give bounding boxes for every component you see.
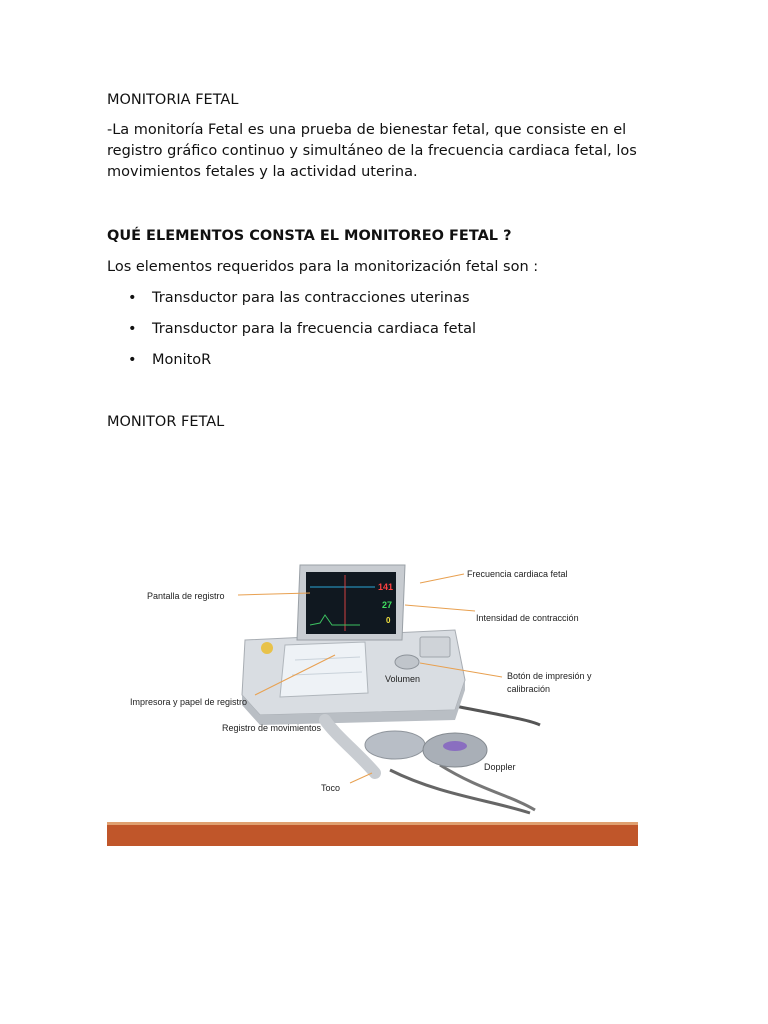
doppler-cap (443, 741, 467, 751)
toco-value: 27 (382, 600, 393, 610)
printer-paper (280, 642, 368, 697)
list-item-text: Transductor para la frecuencia cardiaca fetal (152, 321, 477, 337)
movement-transducer (365, 731, 425, 759)
volume-knob (395, 655, 419, 669)
label-boton-1: Botón de impresión y (507, 671, 592, 681)
list-item-text: MonitoR (152, 352, 212, 368)
label-intensidad: Intensidad de contracción (476, 613, 579, 623)
leader-line (420, 574, 464, 583)
label-impresora: Impresora y papel de registro (130, 697, 248, 707)
list-item-text: Transductor para las contracciones uterinas (152, 290, 470, 306)
keypad (420, 637, 450, 657)
extra-value: 0 (386, 616, 391, 625)
bullet-icon: • (128, 321, 137, 337)
label-doppler: Doppler (484, 762, 516, 772)
label-registro: Registro de movimientos (222, 723, 322, 733)
leader-line (350, 773, 372, 783)
cable (450, 705, 540, 725)
label-volumen: Volumen (385, 674, 421, 684)
fhr-value: 141 (378, 582, 394, 592)
monitor-section-title: MONITOR FETAL (107, 414, 225, 430)
list-intro: Los elementos requeridos para la monitorización fetal son : (107, 259, 539, 275)
leader-line (405, 605, 475, 611)
section-heading: QUÉ ELEMENTOS CONSTA EL MONITOREO FETAL ? (107, 228, 512, 244)
label-frecuencia: Frecuencia cardiaca fetal (467, 569, 568, 579)
intro-paragraph: -La monitoría Fetal es una prueba de bienestar fetal, que consiste en el registro gráfico continuo y simultáneo de la frecuencia cardiaca fetal, los movimientos fetales y la actividad uterina. (107, 122, 637, 180)
fetal-monitor-figure (120, 545, 620, 820)
power-button (261, 642, 273, 654)
doc-title: MONITORIA FETAL (107, 92, 239, 108)
label-toco: Toco (321, 783, 341, 793)
accent-bar (107, 822, 638, 846)
bullet-icon: • (128, 352, 137, 368)
label-boton-2: calibración (507, 684, 551, 694)
bullet-icon: • (128, 290, 137, 306)
label-pantalla: Pantalla de registro (147, 591, 225, 601)
